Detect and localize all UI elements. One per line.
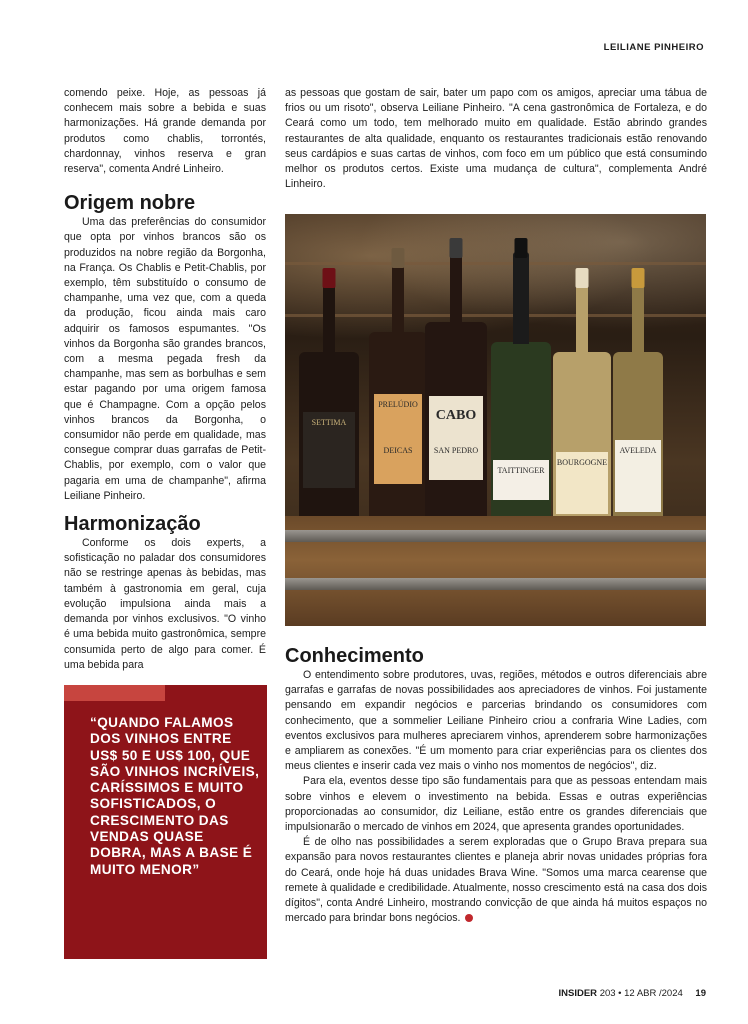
wine-bottles-photo [285, 214, 706, 626]
page-number: 19 [695, 988, 706, 999]
bottle-label-name: CABO [435, 408, 477, 423]
bottle-label: SETTIMA [303, 412, 355, 488]
heading-harmonizacao: Harmonização [64, 513, 201, 536]
wine-barrel [285, 516, 706, 626]
barrel-hoop [285, 530, 706, 542]
pull-quote-tab [64, 685, 165, 701]
right-column-top [285, 86, 707, 192]
origem-paragraph: Uma das preferências do consumidor que opta por vinhos brancos são os produzidos na nobre região da Borgonha, na França. Os Chablis e Petit-Chablis, por exemplo, têm substituído o consumo de champanhe, uma vez que, com a queda da produção, ficou ainda mais caro adquirir os famosos espumantes. "Os vinhos da Borgonha são grandes brancos, com a mesma pegada fresh da champanhe, mas sem as borbulhas e sem estar pagando por uma origem famosa que é Champagne. Com a opção pelos vinhos brancos da Borgonha, o consumidor não perde em qualidade, mas consegue comprar duas garrafas de Petit-Chablis, por exemplo, com o valor que pagaria em uma de champanhe", afirma Leiliane Pinheiro. [64, 216, 266, 502]
conhecimento-paragraph-2: Para ela, eventos desse tipo são fundamentais para que as pessoas entendam mais sobre vinhos e elevem o investimento na bebida. Essas e outras experiências proporcionadas ao consumidor, diz Leiliane, estão entre os grandes diferenciais que impulsionarão o mercado de vinhos em 2024, que apresenta grandes oportunidades. [285, 775, 707, 834]
issue-info: 203 • 12 ABR /2024 [599, 988, 683, 999]
bottle-label-producer: DEICAS [383, 446, 413, 455]
intro-paragraph: comendo peixe. Hoje, as pessoas já conhecem mais sobre a bebida e suas harmonizações. Há grande demanda por produtos como chablis, torrontés, chardonnay, vinhos reserva e gran reserva", comenta André Linheiro. [64, 87, 266, 176]
conhecimento-paragraph-1: O entendimento sobre produtores, uvas, regiões, métodos e outros diferenciais abre garrafas e garrafas de novas possibilidades aos apreciadores de vinhos. Foi justamente pensando em expandir negócios e parcerias brindando os consumidores com conhecimento, que a sommelier Leiliane Pinheiro criou a confraria Wine Ladies, com eventos exclusivos para mulheres apreciarem vinhos, aprenderem sobre harmonizações e ampliarem as conexões. "É um momento para criar experiências para os clientes dos meus clientes e inserir cada vez mais o vinho nos momentos de negócios", diz. [285, 669, 707, 773]
bottle-label: BOURGOGNE [556, 452, 608, 514]
bottle-label-producer: SAN PEDRO [433, 446, 479, 455]
heading-conhecimento: Conhecimento [285, 645, 424, 667]
bottle-label: TAITTINGER [493, 460, 549, 500]
bottle-label: AVELEDA [615, 440, 661, 512]
conhecimento-paragraph-3-text: É de olho nas possibilidades a serem exploradas que o Grupo Brava prepara sua expansão para novos restaurantes clientes e planeja abrir novas unidades próprias fora do Ceará, onde hoje há duas unidades Brava Wine. "Somos uma marca cearense que remete à qualidade e credibilidade. Atualmente, nosso crescimento está na casa dos dois dígitos", conta André Linheiro, mostrando convicção de que ainda há muitos espaços no mercado para brindar bons negócios. [285, 836, 707, 925]
bottle-aveleda [613, 352, 663, 522]
pull-quote-text: “QUANDO FALAMOS DOS VINHOS ENTRE US$ 50 E US$ 100, QUE SÃO VINHOS INCRÍVEIS, CARÍSSIMOS E MUITO SOFISTICADOS, O CRESCIMENTO DAS VENDAS QUASE DOBRA, MAS A BASE É MUITO MENOR” [90, 715, 260, 877]
right-column-bottom [285, 644, 707, 926]
harmonizacao-paragraph: Conforme os dois experts, a sofisticação no paladar dos consumidores não se restringe apenas às bebidas, mas também à gastronomia em geral, cuja evolução impulsiona ainda mais a demanda por vinhos exclusivos. "O vinho é uma bebida muito gastronômica, sempre consumida perto de algo para comer. É uma bebida para [64, 537, 266, 671]
magazine-name: INSIDER [558, 988, 598, 999]
bottle-bourgogne [553, 352, 611, 522]
conhecimento-paragraph-3 [285, 835, 707, 926]
end-mark-icon [465, 914, 473, 922]
bottle-label-name: PRELÚDIO [378, 400, 418, 409]
continuation-paragraph: as pessoas que gostam de sair, bater um papo com os amigos, apreciar uma tábua de frios ou um risoto", observa Leiliane Pinheiro. "A cena gastronômica de Fortaleza, e do Ceará como um todo, tem melhorado muito em qualidade. Estão abrindo grandes restaurantes de alta qualidade, enquanto os restaurantes tradicionais estão renovando seus cardápios e suas cartas de vinhos, com foco em um público que está consumindo melhor os produtos certos. Existe uma mudança de cultura", complementa André Linheiro. [285, 87, 707, 191]
bottle-cabo [425, 322, 487, 522]
bottle-preludio [369, 332, 427, 522]
bottle-label [429, 396, 483, 480]
folio [559, 988, 707, 999]
shelf-line [285, 262, 706, 265]
bottle-settima [299, 352, 359, 522]
pull-quote [64, 685, 267, 959]
bottle-taittinger [491, 342, 551, 522]
heading-origem-nobre: Origem nobre [64, 192, 196, 215]
barrel-hoop [285, 578, 706, 590]
running-head: LEILIANE PINHEIRO [603, 42, 704, 53]
left-column [64, 86, 266, 673]
bottle-label [374, 394, 422, 484]
